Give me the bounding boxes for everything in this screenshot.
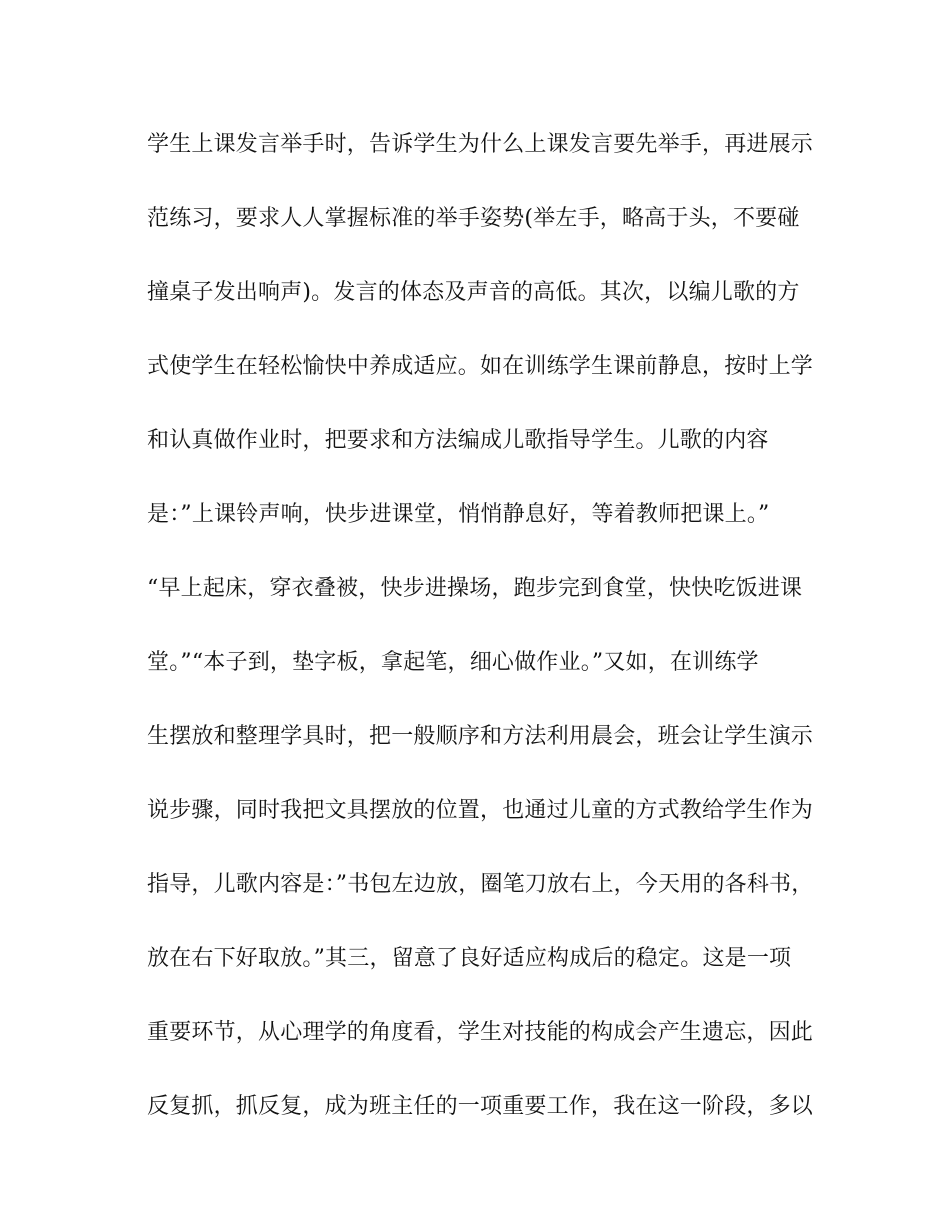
text-line: 学生上课发言举手时，告诉学生为什么上课发言要先举手，再进展示 — [147, 132, 814, 157]
text-line: 撞桌子发出响声)。发言的体态及声音的高低。其次，以编儿歌的方 — [147, 280, 800, 305]
text-line: 范练习，要求人人掌握标准的举手姿势(举左手，略高于头，不要碰 — [147, 206, 800, 231]
text-line: 和认真做作业时，把要求和方法编成儿歌指导学生。儿歌的内容 — [147, 428, 769, 453]
text-line: 说步骤，同时我把文具摆放的位置，也通过儿童的方式教给学生作为 — [147, 798, 814, 823]
text-line: 生摆放和整理学具时，把一般顺序和方法利用晨会，班会让学生演示 — [147, 724, 814, 749]
text-line: 指导，儿歌内容是：”书包左边放，圈笔刀放右上，今天用的各科书， — [147, 872, 814, 897]
text-line: 是：”上课铃声响，快步进课堂，悄悄静息好，等着教师把课上。” — [147, 502, 770, 527]
text-line: 放在右下好取放。”其三，留意了良好适应构成后的稳定。这是一项 — [147, 946, 792, 971]
body-text — [147, 125, 827, 1161]
text-line: 堂。”“本子到，垫字板，拿起笔，细心做作业。”又如，在训练学 — [147, 650, 759, 675]
text-line: 反复抓，抓反复，成为班主任的一项重要工作，我在这一阶段，多以 — [147, 1094, 814, 1119]
text-line: 重要环节，从心理学的角度看，学生对技能的构成会产生遗忘，因此 — [147, 1020, 814, 1045]
text-line: 式使学生在轻松愉快中养成适应。如在训练学生课前静息，按时上学 — [147, 354, 814, 379]
text-line: “早上起床，穿衣叠被，快步进操场，跑步完到食堂，快快吃饭进课 — [147, 576, 803, 601]
